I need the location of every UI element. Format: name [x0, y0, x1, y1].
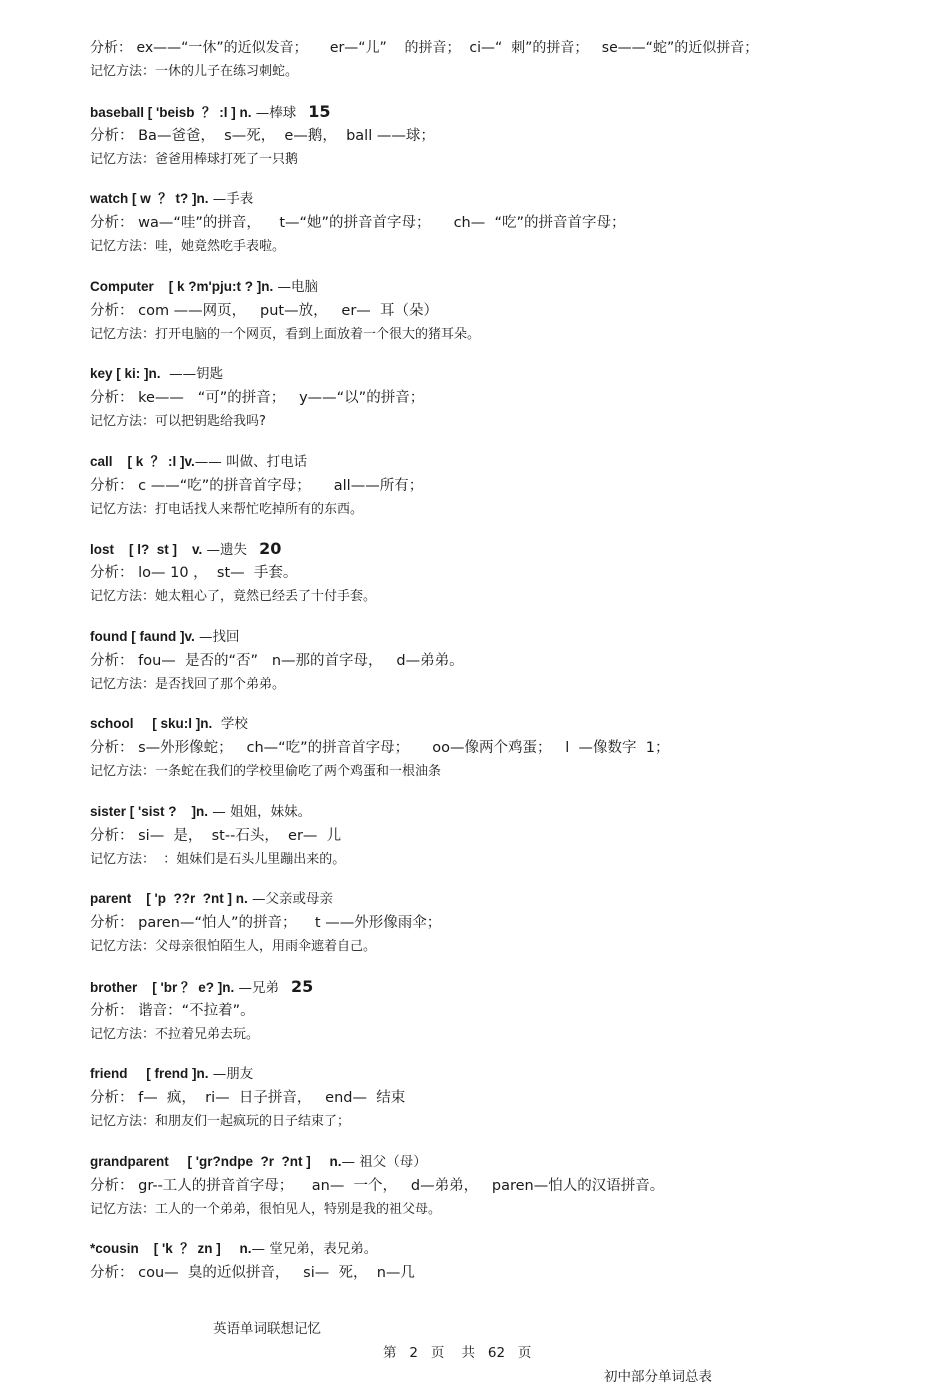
- entry-headword: [90, 712, 910, 736]
- headword-meaning: —朋友: [208, 1066, 254, 1082]
- entry-analysis: 分析： si— 是， st--石头， er— 儿: [90, 827, 342, 844]
- word-entry: [90, 450, 910, 522]
- lead-memory: 记忆方法：一休的儿子在练习刺蛇。: [90, 64, 299, 79]
- entry-headword: [90, 1237, 910, 1261]
- page-footer: [0, 1293, 950, 1385]
- entry-memory: 记忆方法：打电话找人来帮忙吃掉所有的东西。: [90, 501, 364, 517]
- headword-english: sister [ 'sist ? ]n.: [90, 803, 208, 819]
- headword-meaning: — 祖父（母）: [341, 1153, 427, 1170]
- headword-english: friend [ frend ]n.: [90, 1066, 209, 1081]
- headword-meaning: —遗失: [202, 542, 248, 558]
- entry-memory: 记忆方法：父母亲很怕陌生人，用雨伞遮着自己。: [90, 939, 377, 954]
- document-body: [90, 36, 910, 1285]
- entry-counter: 15: [308, 101, 331, 121]
- word-entry: [90, 800, 910, 872]
- word-entry: [90, 187, 910, 259]
- headword-english: *cousin [ 'k ？ zn ] n.: [90, 1241, 252, 1256]
- entry-analysis: 分析： c ——“吃”的拼音首字母； all——所有；: [90, 477, 424, 494]
- headword-meaning: — 堂兄弟，表兄弟。: [251, 1241, 378, 1257]
- headword-meaning: —找回: [194, 628, 240, 645]
- headword-english: parent [ 'p ??r ?nt ] n.: [90, 891, 248, 906]
- entry-headword: [90, 100, 910, 124]
- headword-english: found [ faund ]v.: [90, 628, 195, 644]
- entry-memory: 记忆方法：打开电脑的一个网页，看到上面放着一个很大的猪耳朵。: [90, 326, 481, 342]
- entry-headword: [90, 187, 910, 211]
- entry-analysis: 分析： fou— 是否的“否” n—那的首字母， d—弟弟。: [90, 652, 464, 669]
- word-entry: [90, 275, 910, 347]
- word-entry: [90, 1062, 910, 1134]
- headword-meaning: ——钥匙: [160, 366, 224, 382]
- entry-headword: [90, 975, 910, 999]
- footer-page-number: 第 2 页 共 62 页: [383, 1345, 532, 1361]
- headword-meaning: —电脑: [273, 278, 318, 295]
- headword-meaning: —棒球: [251, 104, 297, 121]
- entry-analysis: 分析： cou— 臭的近似拼音， si— 死， n—几: [90, 1265, 415, 1281]
- entry-counter: 20: [259, 539, 282, 558]
- footer-book-title: 英语单词联想记忆: [213, 1321, 321, 1337]
- headword-meaning: — 姐姐，妹妹。: [208, 803, 312, 820]
- entry-memory: 记忆方法：和朋友们一起疯玩的日子结束了；: [90, 1114, 351, 1129]
- word-entry: [90, 362, 910, 434]
- word-entry: [90, 975, 910, 1047]
- entry-analysis: 分析： wa—“哇”的拼音， t—“她”的拼音首字母； ch— “吃”的拼音首字母；: [90, 215, 626, 231]
- entry-headword: [90, 450, 910, 474]
- headword-meaning: —手表: [208, 191, 254, 207]
- word-entry: [90, 887, 910, 959]
- headword-english: grandparent [ 'gr?ndpe ?r ?nt ] n.: [90, 1153, 342, 1169]
- entry-headword: [90, 887, 910, 911]
- entry-memory: 记忆方法： ：姐妹们是石头儿里蹦出来的。: [90, 851, 346, 867]
- headword-meaning: —兄弟: [234, 979, 280, 996]
- entry-analysis: 分析： paren—“怕人”的拼音； t ——外形像雨伞；: [90, 915, 442, 931]
- headword-english: call [ k ？ :l ]v.: [90, 453, 195, 469]
- entry-counter: 25: [291, 976, 314, 996]
- entry-memory: 记忆方法：一条蛇在我们的学校里偷吃了两个鸡蛋和一根油条: [90, 764, 442, 779]
- entry-analysis: 分析： gr--工人的拼音首字母； an— 一个， d—弟弟， paren—怕人的汉语拼音。: [90, 1177, 665, 1194]
- headword-english: watch [ w ？ t? ]n.: [90, 191, 209, 206]
- footer-section-title: 初中部分单词总表: [604, 1369, 712, 1385]
- entry-headword: [90, 537, 910, 561]
- entry-headword: [90, 275, 910, 299]
- entry-analysis: 分析： f— 疯， ri— 日子拼音， end— 结束: [90, 1090, 406, 1106]
- headword-english: baseball [ 'beisb ？ :l ] n.: [90, 104, 252, 120]
- entry-headword: [90, 1062, 910, 1086]
- word-entry: [90, 712, 910, 784]
- word-entry: [90, 1150, 910, 1222]
- entry-headword: [90, 1150, 910, 1174]
- headword-english: school [ sku:l ]n.: [90, 716, 213, 731]
- entry-memory: 记忆方法：工人的一个弟弟，很怕见人，特别是我的祖父母。: [90, 1201, 442, 1217]
- entry-analysis: 分析： ke—— “可”的拼音； y——“以”的拼音；: [90, 390, 425, 406]
- headword-meaning: 学校: [212, 716, 248, 732]
- entry-analysis: 分析： s—外形像蛇； ch—“吃”的拼音首字母； oo—像两个鸡蛋； l —像数字 1；: [90, 740, 670, 756]
- entry-analysis: 分析： Ba—爸爸， s—死， e—鹅， ball ——球；: [90, 127, 435, 144]
- entry-memory: 记忆方法：可以把钥匙给我吗?: [90, 414, 266, 429]
- entry-analysis: 分析： 谐音：“不拉着”。: [90, 1002, 255, 1019]
- headword-english: key [ ki: ]n.: [90, 366, 161, 381]
- headword-meaning: —— 叫做、打电话: [194, 453, 308, 470]
- entry-headword: [90, 625, 910, 649]
- headword-english: Computer [ k ?m'pju:t ? ]n.: [90, 278, 274, 294]
- entry-memory: 记忆方法：爸爸用棒球打死了一只鹅: [90, 151, 299, 167]
- word-entry: [90, 537, 910, 609]
- lead-analysis: 分析： ex——“一休”的近似发音； er—“儿” 的拼音； ci—“ 刺”的拼音； se——“蛇”的近似拼音；: [90, 40, 759, 56]
- headword-english: lost [ l? st ] v.: [90, 542, 203, 557]
- entry-analysis: 分析： com ——网页， put—放， er— 耳（朵）: [90, 302, 439, 319]
- word-entries: [90, 100, 910, 1286]
- entry-headword: [90, 362, 910, 386]
- entry-analysis: 分析： lo— 10 ， st— 手套。: [90, 565, 298, 581]
- word-entry: [90, 100, 910, 172]
- headword-english: brother [ 'br ？ e? ]n.: [90, 979, 235, 995]
- entry-memory: 记忆方法：不拉着兄弟去玩。: [90, 1026, 260, 1042]
- word-entry: [90, 1237, 910, 1285]
- entry-memory: 记忆方法：哇，她竟然吃手表啦。: [90, 239, 286, 254]
- entry-memory: 记忆方法：她太粗心了，竟然已经丢了十付手套。: [90, 589, 377, 604]
- word-entry: [90, 625, 910, 697]
- headword-meaning: —父亲或母亲: [247, 891, 333, 907]
- entry-memory: 记忆方法：是否找回了那个弟弟。: [90, 676, 286, 692]
- entry-headword: [90, 800, 910, 824]
